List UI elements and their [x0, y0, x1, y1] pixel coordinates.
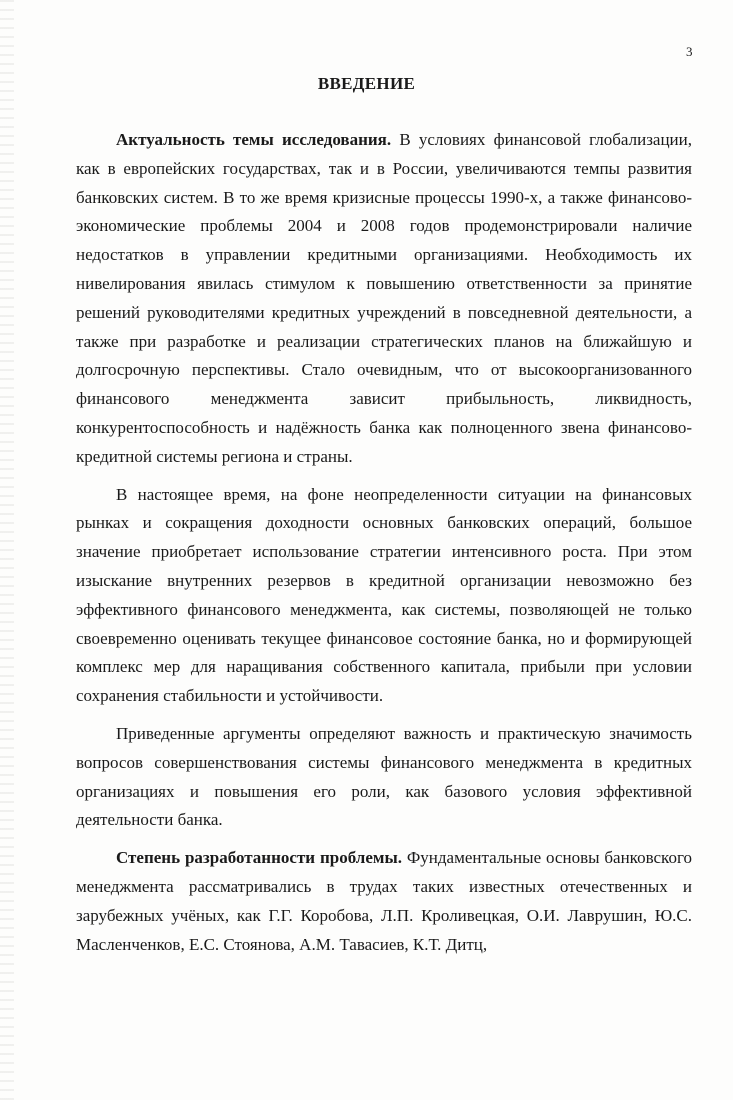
body-text: [76, 126, 692, 968]
paragraph-current-situation: [76, 481, 692, 711]
paragraph-lead: Степень разработанности проблемы.: [116, 848, 402, 868]
page-title: ВВЕДЕНИЕ: [317, 74, 416, 93]
paragraph-text: Приведенные аргументы определяют важность и практическую значимость вопросов совершенствования системы финансового менеджмента в кредитных организациях и повышения его роли, как базового условия эффективной деятельности банка.: [76, 723, 692, 830]
paragraph-relevance: [76, 126, 692, 472]
paragraph-arguments: [76, 720, 692, 835]
paragraph-degree-of-study: [76, 844, 692, 959]
page-number: 3: [686, 44, 693, 59]
paragraph-text: Фундаментальные основы банковского менеджмента рассматривались в трудах таких известных отечественных и зарубежных учёных, как Г.Г. Коробова, Л.П. Кроливецкая, О.И. Лаврушин, Ю.С. Масленченков, Е.С. Стоянова, А.М. Тавасиев, К.Т. Дитц,: [76, 848, 692, 954]
paragraph-lead: Актуальность темы исследования.: [116, 130, 392, 149]
paragraph-text: В условиях финансовой глобализации, как в европейских государствах, так и в России, увеличиваются темпы развития банковских систем. В то же время кризисные процессы 1990-х, а также финансово-экономические проблемы 2004 и 2008 годов продемонстрировали наличие недостатков в управлении кредитными организациями. Необходимость их нивелирования явилась стимулом к повышению ответственности за принятие решений руководителями кредитных учреждений в повседневной деятельности, а также при разработке и реализации стратегических планов на ближайшую и долгосрочную перспективы. Стало очевидным, что от высокоорганизованного финансового менеджмента зависит прибыльность, ликвидность, конкурентоспособность и надёжность банка как полноценного звена финансово-кредитной системы региона и страны.: [76, 130, 693, 466]
scan-edge-artifact: [0, 0, 14, 1100]
paragraph-text: В настоящее время, на фоне неопределенности ситуации на финансовых рынках и сокращения доходности основных банковских операций, большое значение приобретает использование стратегии интенсивного роста. При этом изыскание внутренних резервов в кредитной организации невозможно без эффективного финансового менеджмента, как системы, позволяющей не только своевременно оценивать текущее финансовое состояние банка, но и формирующей комплекс мер для наращивания собственного капитала, прибыли при условии сохранения стабильности и устойчивости.: [76, 484, 692, 706]
